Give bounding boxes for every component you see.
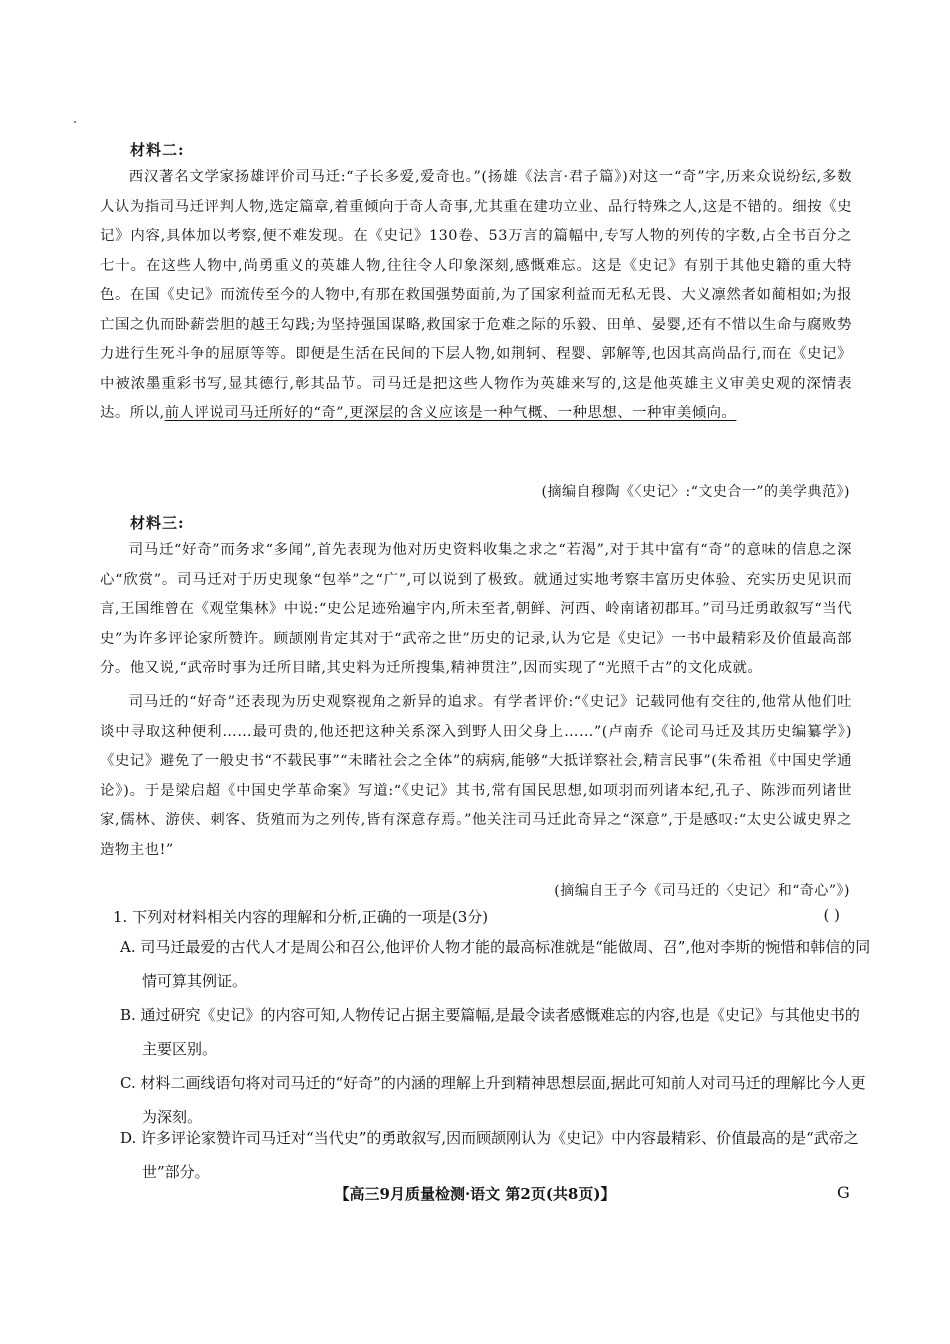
question-1 [113,906,848,927]
material2-paragraph [100,163,852,429]
question-stem: 1. 下列对材料相关内容的理解和分析,正确的一项是(3分) [113,908,489,926]
page-footer: 【高三9月质量检测·语文 第2页(共8页)】 [334,1185,616,1203]
material3-source: (摘编自王子今《司马迁的〈史记〉和“奇心”》) [554,883,850,899]
material3-paragraph-1: 司马迁“好奇”而务求“多闻”,首先表现为他对历史资料收集之求之“若渴”,对于其中富有“奇”的意味的信息之深心“欣赏”。司马迁对于历史现象“包举”之“广”,可以说到了极致。就通过实地考察丰富历史体验、充实历史见识而言,王国维曾在《观堂集林》中说:“史公足迹殆遍宇内,所未至者,朝鲜、河西、岭南诸初郡耳。”司马迁勇敢叙写“当代史”为许多评论家所赞许。顾颉刚肯定其对于“武帝之世”历史的记录,认为它是《史记》一书中最精彩及价值最高部分。他又说,“武帝时事为迁所目睹,其史料为迁所搜集,精神贯注”,因而实现了“光照千古”的文化成就。 [100,542,852,676]
material2-heading: 材料二: [130,141,185,159]
material2-source: (摘编自穆陶《〈史记〉:“文史合一”的美学典范》) [541,484,850,500]
material2-text: 西汉著名文学家扬雄评价司马迁:“子长多爱,爱奇也。”(扬雄《法言·君子篇》)对这一“奇”字,历来众说纷纭,多数人认为指司马迁评判人物,选定篇章,着重倾向于奇人奇事,尤其重在建功立业、品行特殊之人,这是不错的。细按《史记》内容,具体加以考察,便不难发现。在《史记》130卷、53万言的篇幅中,专写人物的列传的字数,占全书百分之七十。在这些人物中,尚勇重义的英雄人物,往往令人印象深刻,感慨难忘。这是《史记》有别于其他史籍的重大特色。在国《史记》而流传至今的人物中,有那在救国强势面前,为了国家利益而无私无畏、大义凛然者如蔺相如;为报亡国之仇而卧薪尝胆的越王勾践;为坚持强国谋略,救国家于危难之际的乐毅、田单、晏婴,还有不惜以生命与腐败势力进行生死斗争的屈原等等。即便是生活在民间的下层人物,如荆轲、程婴、郭解等,也因其高尚品行,而在《史记》中被浓墨重彩书写,显其德行,彰其品节。司马迁是把这些人物作为英雄来写的,这是他英雄主义审美史观的深情表达。所以, [100,169,852,421]
scan-speck [74,121,76,123]
material3-heading: 材料三: [130,514,185,532]
option-b[interactable]: B. 通过研究《史记》的内容可知,人物传记占据主要篇幅,是最令读者感慨难忘的内容,也是《史记》与其他史书的主要区别。 [120,1006,860,1058]
material3-paragraph-2: 司马迁的“好奇”还表现为历史观察视角之新异的追求。有学者评价:“《史记》记载同他有交往的,他常从他们吐谈中寻取这种便利……最可贵的,他还把这种关系深入到野人田父身上……”(卢南乔《论司马迁及其历史编纂学》)《史记》避免了一般史书“不载民事”“未睹社会之全体”的病病,能够“大抵详察社会,精言民事”(朱希祖《中国史学通论》)。于是梁启超《中国史学革命案》写道:“《史记》其书,常有国民思想,如项羽而列诸本纪,孔子、陈涉而列诸世家,儒林、游侠、刺客、货殖而为之列传,皆有深意存焉。”他关注司马迁此奇异之“深意”,于是感叹:“太史公诚史界之造物主也!” [100,694,852,858]
version-mark: G [837,1183,850,1202]
material2-underlined-sentence: 前人评说司马迁所好的“奇”,更深层的含义应该是一种气概、一种思想、一种审美倾向。 [164,405,737,421]
option-d[interactable]: D. 许多评论家赞许司马迁对“当代史”的勇敢叙写,因而顾颉刚认为《史记》中内容最精彩、价值最高的是“武帝之世”部分。 [120,1129,859,1181]
option-a[interactable]: A. 司马迁最爱的古代人才是周公和召公,他评价人物才能的最高标准就是“能做周、召”,他对李斯的惋惜和韩信的同情可算其例证。 [120,938,871,990]
answer-blank[interactable]: ( ) [823,906,840,924]
option-c[interactable]: C. 材料二画线语句将对司马迁的“好奇”的内涵的理解上升到精神思想层面,据此可知前人对司马迁的理解比今人更为深刻。 [120,1074,866,1126]
